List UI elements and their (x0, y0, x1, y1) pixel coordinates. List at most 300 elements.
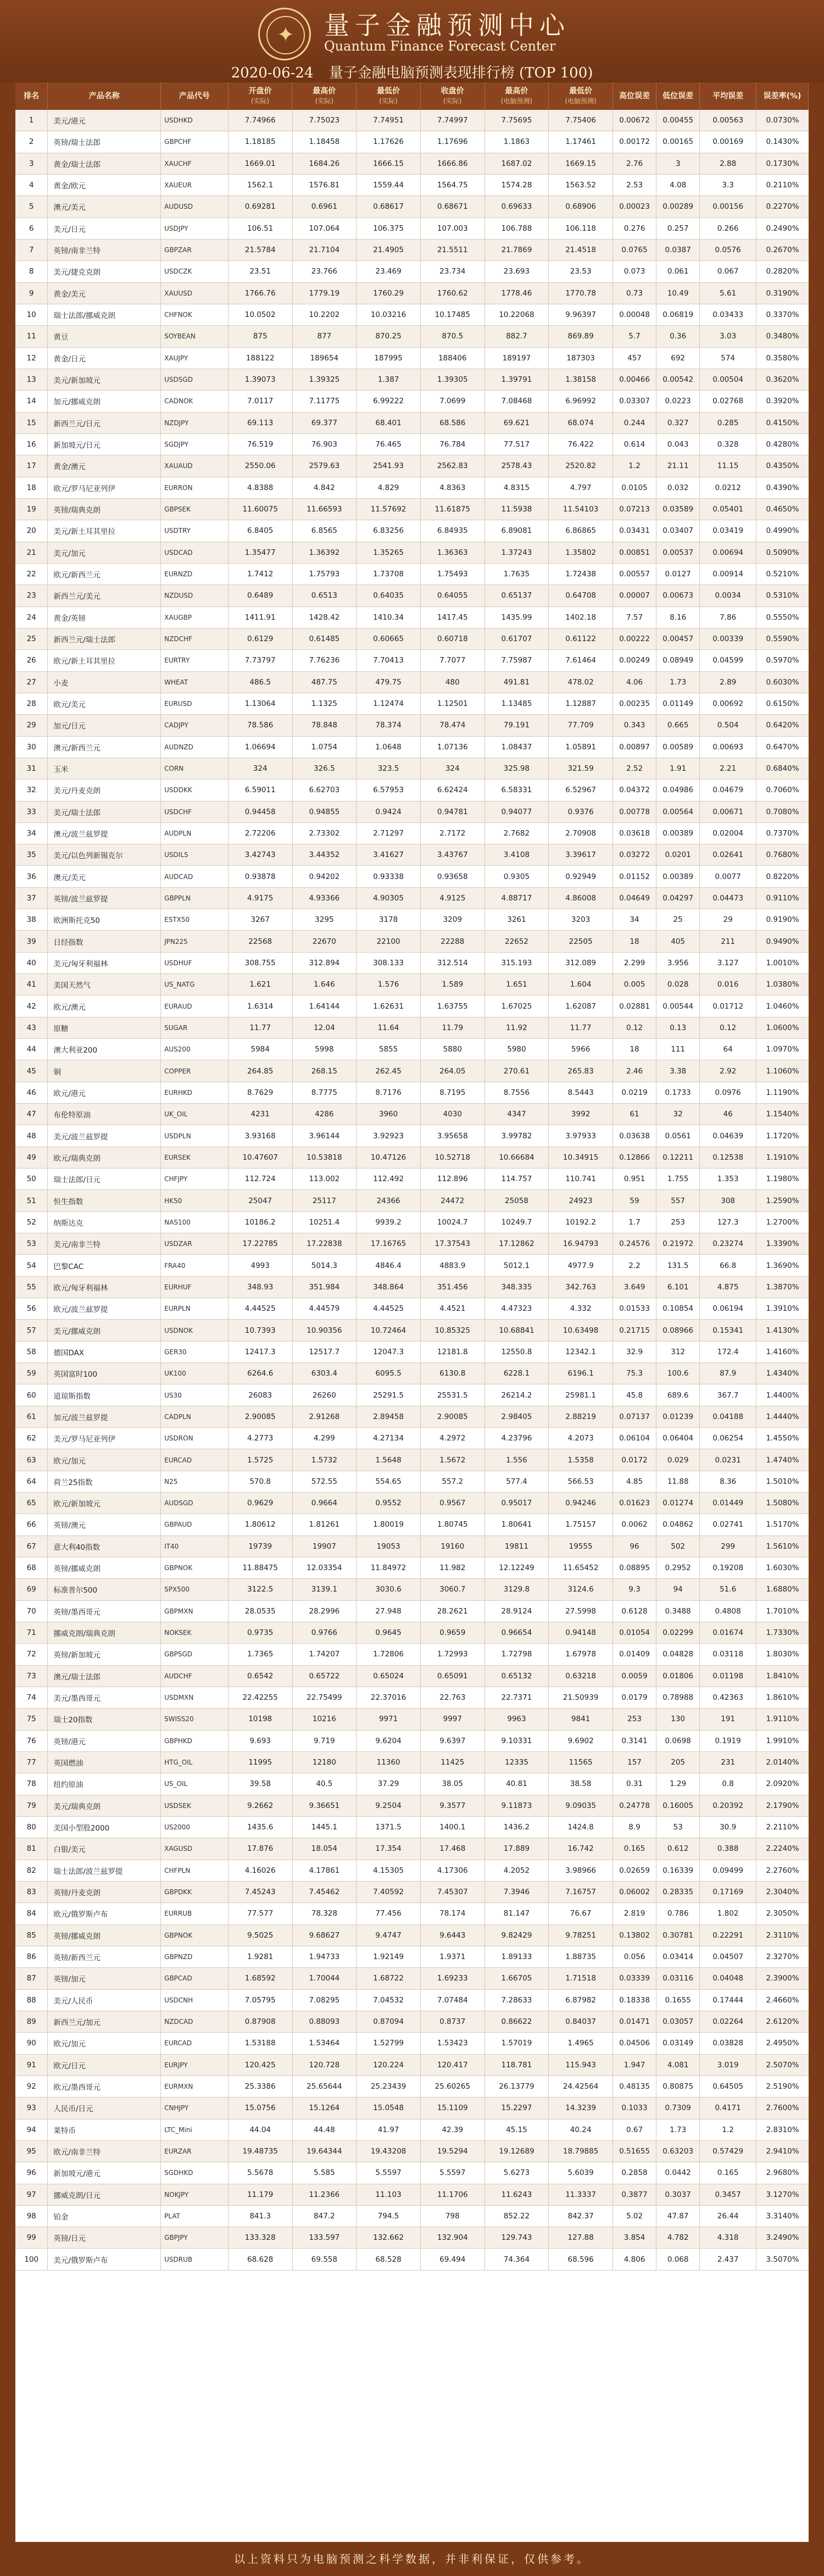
table-row (15, 1536, 809, 1557)
err-pct-cell: 0.0730% (766, 116, 799, 125)
high-cell: 28.2996 (293, 1601, 357, 1622)
avg-err-cell: 0.17444 (700, 1990, 756, 2011)
high-cell: 18.054 (293, 1838, 357, 1859)
low-cell: 7.40592 (357, 1882, 421, 1902)
err-low-cell: 0.04297 (656, 888, 700, 909)
avg-err-cell: 299 (700, 1536, 756, 1557)
fc-high-cell: 74.364 (485, 2249, 549, 2269)
close-cell: 25531.5 (421, 1384, 485, 1405)
fc-high-cell: 1.39791 (485, 369, 549, 390)
table-row (15, 2184, 809, 2206)
close-cell: 132.904 (421, 2227, 485, 2248)
err-high-cell: 61 (613, 1104, 656, 1125)
code-cell: UK100 (161, 1363, 229, 1384)
name-cell: 英镑/南非兰特 (48, 240, 161, 260)
code-cell: US2000 (161, 1817, 229, 1838)
err-high-cell: 0.01623 (613, 1493, 656, 1514)
err-pct-cell: 1.1980% (766, 1175, 799, 1184)
fc-high-cell: 1.37243 (485, 542, 549, 563)
code-cell: EURHUF (161, 1277, 229, 1298)
low-cell: 19.43208 (357, 2141, 421, 2162)
err-low-cell: 1.73 (656, 2119, 700, 2140)
err-low-cell: 0.16339 (656, 1860, 700, 1881)
name-cell: 瑞士法郎/波兰兹罗提 (48, 1860, 161, 1881)
rank-cell: 5 (15, 196, 48, 217)
avg-err-cell: 4.875 (700, 1277, 756, 1298)
rank-cell: 47 (15, 1104, 48, 1125)
close-cell: 1.69233 (421, 1968, 485, 1989)
err-pct-cell: 0.6150% (766, 699, 799, 709)
name-cell: 挪威克朗/日元 (48, 2184, 161, 2205)
err-high-cell: 0.02881 (613, 995, 656, 1016)
fc-high-cell: 1687.02 (485, 153, 549, 174)
err-high-cell: 2.2 (613, 1255, 656, 1276)
err-pct-cell: 1.5610% (766, 1542, 799, 1551)
avg-err-cell: 0.01674 (700, 1622, 756, 1643)
low-cell: 6.99222 (357, 391, 421, 411)
close-cell: 0.94781 (421, 802, 485, 822)
title-cn: 量子金融预测中心 (324, 10, 570, 40)
low-cell: 7.70413 (357, 650, 421, 671)
err-pct-cell: 2.6120% (766, 2017, 799, 2027)
high-cell: 10.90356 (293, 1320, 357, 1340)
low-cell: 1666.15 (357, 153, 421, 174)
avg-err-cell: 0.02641 (700, 844, 756, 865)
table-row (15, 1147, 809, 1169)
close-cell: 1564.75 (421, 175, 485, 196)
code-cell: USDHUF (161, 953, 229, 973)
high-cell: 40.5 (293, 1773, 357, 1794)
err-high-cell: 0.0062 (613, 1514, 656, 1535)
err-high-cell: 0.18338 (613, 1990, 656, 2011)
code-cell: SWISS20 (161, 1709, 229, 1729)
avg-err-cell: 0.03828 (700, 2033, 756, 2054)
err-high-cell: 0.31 (613, 1773, 656, 1794)
err-pct-cell: 2.4950% (766, 2039, 799, 2048)
low-cell: 5855 (357, 1039, 421, 1060)
fc-high-cell: 114.757 (485, 1169, 549, 1189)
code-cell: EURUSD (161, 693, 229, 714)
close-cell: 6.84935 (421, 520, 485, 541)
low-cell: 3.92923 (357, 1125, 421, 1146)
fc-high-cell: 1.80641 (485, 1514, 549, 1535)
rank-cell: 28 (15, 693, 48, 714)
fc-low-cell: 2.88219 (549, 1406, 613, 1427)
low-cell: 19053 (357, 1536, 421, 1557)
table-row (15, 326, 809, 347)
avg-err-cell: 0.02004 (700, 823, 756, 844)
table-row (15, 2162, 809, 2184)
close-cell: 0.68671 (421, 196, 485, 217)
open-cell: 348.93 (229, 1277, 293, 1298)
open-cell: 25047 (229, 1190, 293, 1211)
high-cell: 5998 (293, 1039, 357, 1060)
err-pct-cell: 3.2490% (766, 2233, 799, 2243)
table-row (15, 1363, 809, 1384)
low-cell: 120.224 (357, 2055, 421, 2076)
name-cell: 道琼斯指数 (48, 1384, 161, 1405)
err-high-cell: 0.0765 (613, 240, 656, 260)
close-cell: 42.39 (421, 2119, 485, 2140)
err-high-cell: 0.51655 (613, 2141, 656, 2162)
col-low: 最低价 (实际) (357, 82, 421, 110)
high-cell: 189654 (293, 348, 357, 369)
low-cell: 0.87094 (357, 2011, 421, 2032)
fc-low-cell: 115.943 (549, 2055, 613, 2076)
low-cell: 0.9424 (357, 802, 421, 822)
err-pct-cell: 1.8030% (766, 1650, 799, 1659)
close-cell: 1.17696 (421, 131, 485, 152)
open-cell: 21.5784 (229, 240, 293, 260)
avg-err-cell: 0.05401 (700, 499, 756, 520)
high-cell: 1.74207 (293, 1644, 357, 1665)
fc-high-cell: 77.517 (485, 434, 549, 455)
avg-err-cell: 3.03 (700, 326, 756, 347)
fc-low-cell: 1.67978 (549, 1644, 613, 1665)
avg-err-cell: 0.0231 (700, 1449, 756, 1470)
avg-err-cell: 0.12 (700, 1017, 756, 1038)
code-cell: COPPER (161, 1060, 229, 1081)
err-high-cell: 75.3 (613, 1363, 656, 1384)
open-cell: 1411.91 (229, 607, 293, 628)
rank-cell: 36 (15, 866, 48, 887)
open-cell: 28.0535 (229, 1601, 293, 1622)
err-high-cell: 0.00048 (613, 304, 656, 325)
close-cell: 24472 (421, 1190, 485, 1211)
err-low-cell: 0.78988 (656, 1687, 700, 1708)
close-cell: 2.90085 (421, 1406, 485, 1427)
err-low-cell: 47.87 (656, 2206, 700, 2227)
err-low-cell: 4.08 (656, 175, 700, 196)
avg-err-cell: 4.318 (700, 2227, 756, 2248)
report-title: 量子金融电脑预测表现排行榜 (TOP 100) (329, 65, 593, 81)
high-cell: 4.842 (293, 477, 357, 498)
open-cell: 1435.6 (229, 1817, 293, 1838)
high-cell: 22670 (293, 931, 357, 952)
fc-low-cell: 11.65452 (549, 1557, 613, 1578)
err-low-cell: 1.755 (656, 1169, 700, 1189)
open-cell: 76.519 (229, 434, 293, 455)
err-low-cell: 0.786 (656, 1903, 700, 1924)
avg-err-cell: 0.01449 (700, 1493, 756, 1514)
rank-cell: 1 (15, 110, 48, 131)
err-pct-cell: 2.3900% (766, 1974, 799, 1983)
col-code: 产品代号 (161, 82, 229, 110)
page-header (0, 0, 824, 82)
err-high-cell: 8.9 (613, 1817, 656, 1838)
low-cell: 0.9645 (357, 1622, 421, 1643)
fc-high-cell: 189197 (485, 348, 549, 369)
fc-low-cell: 8.5443 (549, 1082, 613, 1103)
close-cell: 3209 (421, 909, 485, 930)
err-pct-cell: 2.9410% (766, 2147, 799, 2156)
fc-high-cell: 10.68841 (485, 1320, 549, 1340)
close-cell: 112.896 (421, 1169, 485, 1189)
open-cell: 2.72206 (229, 823, 293, 844)
close-cell: 11.61875 (421, 499, 485, 520)
err-pct-cell: 0.5590% (766, 635, 799, 644)
high-cell: 7.45462 (293, 1882, 357, 1902)
low-cell: 1.576 (357, 974, 421, 995)
err-high-cell: 9.3 (613, 1579, 656, 1600)
high-cell: 10.53818 (293, 1147, 357, 1168)
fc-low-cell: 68.596 (549, 2249, 613, 2269)
fc-high-cell: 0.9305 (485, 866, 549, 887)
err-low-cell: 130 (656, 1709, 700, 1729)
err-low-cell: 0.03149 (656, 2033, 700, 2054)
low-cell: 24366 (357, 1190, 421, 1211)
code-cell: GBPSGD (161, 1644, 229, 1665)
table-row (15, 1406, 809, 1428)
err-pct-cell: 1.0970% (766, 1045, 799, 1054)
high-cell: 120.728 (293, 2055, 357, 2076)
close-cell: 19160 (421, 1536, 485, 1557)
table-row (15, 888, 809, 909)
code-cell: CADJPY (161, 715, 229, 736)
close-cell: 0.9567 (421, 1493, 485, 1514)
table-row (15, 196, 809, 218)
fc-high-cell: 4.8315 (485, 477, 549, 498)
err-low-cell: 0.2952 (656, 1557, 700, 1578)
err-high-cell: 0.00023 (613, 196, 656, 217)
name-cell: 美元/挪威克朗 (48, 1320, 161, 1340)
err-pct-cell: 1.5010% (766, 1477, 799, 1486)
open-cell: 120.425 (229, 2055, 293, 2076)
rank-cell: 41 (15, 974, 48, 995)
close-cell: 76.784 (421, 434, 485, 455)
rank-cell: 29 (15, 715, 48, 736)
fc-low-cell: 6.87982 (549, 1990, 613, 2011)
table-row (15, 1773, 809, 1795)
table-row (15, 1860, 809, 1882)
err-low-cell: 0.63203 (656, 2141, 700, 2162)
logo-ring-icon (266, 16, 305, 54)
name-cell: 英镑/加元 (48, 1968, 161, 1989)
err-pct-cell: 1.4400% (766, 1390, 799, 1400)
err-low-cell: 253 (656, 1212, 700, 1233)
fc-low-cell: 0.9376 (549, 802, 613, 822)
err-high-cell: 18 (613, 931, 656, 952)
err-high-cell: 34 (613, 909, 656, 930)
err-low-cell: 0.043 (656, 434, 700, 455)
fc-low-cell: 312.089 (549, 953, 613, 973)
close-cell: 19.5294 (421, 2141, 485, 2162)
err-low-cell: 0.0698 (656, 1731, 700, 1751)
err-pct-cell: 0.2490% (766, 224, 799, 233)
fc-low-cell: 7.75406 (549, 110, 613, 131)
fc-high-cell: 491.81 (485, 672, 549, 693)
rank-cell: 21 (15, 542, 48, 563)
name-cell: 欧元/日元 (48, 2055, 161, 2076)
err-low-cell: 0.00589 (656, 737, 700, 758)
err-low-cell: 0.032 (656, 477, 700, 498)
fc-high-cell: 28.9124 (485, 1601, 549, 1622)
code-cell: IT40 (161, 1536, 229, 1557)
low-cell: 106.375 (357, 218, 421, 239)
high-cell: 7.11775 (293, 391, 357, 411)
fc-high-cell: 21.7869 (485, 240, 549, 260)
rank-cell: 82 (15, 1860, 48, 1881)
low-cell: 1.62631 (357, 995, 421, 1016)
name-cell: 新西兰元/日元 (48, 413, 161, 433)
err-pct-cell: 1.2590% (766, 1196, 799, 1205)
open-cell: 69.113 (229, 413, 293, 433)
close-cell: 1.63755 (421, 995, 485, 1016)
err-low-cell: 25 (656, 909, 700, 930)
fc-high-cell: 4347 (485, 1104, 549, 1125)
col-name: 产品名称 (48, 82, 161, 110)
avg-err-cell: 26.44 (700, 2206, 756, 2227)
code-cell: SGDJPY (161, 434, 229, 455)
close-cell: 4030 (421, 1104, 485, 1125)
name-cell: 欧元/加元 (48, 2033, 161, 2054)
name-cell: 加元/挪威克朗 (48, 391, 161, 411)
err-high-cell: 1.7 (613, 1212, 656, 1233)
rank-cell: 2 (15, 131, 48, 152)
avg-err-cell: 367.7 (700, 1384, 756, 1405)
high-cell: 268.15 (293, 1060, 357, 1081)
name-cell: 英镑/挪威克朗 (48, 1557, 161, 1578)
code-cell: WHEAT (161, 672, 229, 693)
open-cell: 26083 (229, 1384, 293, 1405)
err-pct-cell: 0.1730% (766, 159, 799, 168)
rank-cell: 94 (15, 2119, 48, 2140)
name-cell: 标准普尔500 (48, 1579, 161, 1600)
close-cell: 9.3577 (421, 1795, 485, 1816)
high-cell: 847.2 (293, 2206, 357, 2227)
fc-low-cell: 1.62087 (549, 995, 613, 1016)
rank-cell: 16 (15, 434, 48, 455)
close-cell: 0.64055 (421, 585, 485, 606)
high-cell: 0.6961 (293, 196, 357, 217)
open-cell: 3.93168 (229, 1125, 293, 1146)
name-cell: 黄金/瑞士法郎 (48, 153, 161, 174)
err-pct-cell: 1.6880% (766, 1585, 799, 1594)
rank-cell: 90 (15, 2033, 48, 2054)
high-cell: 1.94733 (293, 1946, 357, 1967)
rank-cell: 99 (15, 2227, 48, 2248)
rank-cell: 60 (15, 1384, 48, 1405)
table-row (15, 1428, 809, 1449)
err-low-cell: 0.7309 (656, 2097, 700, 2118)
code-cell: USDCAD (161, 542, 229, 563)
table-row (15, 995, 809, 1017)
name-cell: 瑞士法郎/挪威克朗 (48, 304, 161, 325)
fc-high-cell: 4.88717 (485, 888, 549, 909)
err-low-cell: 94 (656, 1579, 700, 1600)
rank-cell: 92 (15, 2076, 48, 2097)
rank-cell: 98 (15, 2206, 48, 2227)
err-low-cell: 0.665 (656, 715, 700, 736)
avg-err-cell: 0.06254 (700, 1428, 756, 1449)
high-cell: 6.62703 (293, 780, 357, 800)
table-row (15, 1342, 809, 1363)
avg-err-cell: 0.04048 (700, 1968, 756, 1989)
err-pct-cell: 2.2110% (766, 1823, 799, 1832)
low-cell: 8.7176 (357, 1082, 421, 1103)
err-pct-cell: 0.3190% (766, 288, 799, 298)
avg-err-cell: 5.61 (700, 283, 756, 304)
err-high-cell: 0.00235 (613, 693, 656, 714)
close-cell: 23.734 (421, 261, 485, 282)
code-cell: GBPZAR (161, 240, 229, 260)
code-cell: ESTX50 (161, 909, 229, 930)
high-cell: 7.08295 (293, 1990, 357, 2011)
name-cell: 玉米 (48, 758, 161, 779)
fc-high-cell: 1.66705 (485, 1968, 549, 1989)
err-low-cell: 11.88 (656, 1471, 700, 1492)
close-cell: 1760.62 (421, 283, 485, 304)
low-cell: 22.37016 (357, 1687, 421, 1708)
err-low-cell: 0.257 (656, 218, 700, 239)
open-cell: 4.2773 (229, 1428, 293, 1449)
title-en: Quantum Finance Forecast Center (324, 38, 556, 54)
open-cell: 7.0117 (229, 391, 293, 411)
close-cell: 0.65091 (421, 1666, 485, 1687)
err-pct-cell: 1.0600% (766, 1023, 799, 1032)
code-cell: CHFJPY (161, 1169, 229, 1189)
open-cell: 19.48735 (229, 2141, 293, 2162)
open-cell: 4.44525 (229, 1298, 293, 1319)
name-cell: 原糖 (48, 1017, 161, 1038)
close-cell: 9.6443 (421, 1925, 485, 1946)
high-cell: 0.94855 (293, 802, 357, 822)
open-cell: 1766.76 (229, 283, 293, 304)
rank-cell: 69 (15, 1579, 48, 1600)
fc-low-cell: 27.5998 (549, 1601, 613, 1622)
high-cell: 1576.81 (293, 175, 357, 196)
err-low-cell: 0.06404 (656, 1428, 700, 1449)
code-cell: US_NATG (161, 974, 229, 995)
err-high-cell: 0.00007 (613, 585, 656, 606)
col-avg-err: 平均误差 (700, 82, 756, 110)
err-pct-cell: 2.8310% (766, 2125, 799, 2134)
close-cell: 10.52718 (421, 1147, 485, 1168)
err-low-cell: 0.327 (656, 413, 700, 433)
name-cell: 人民币/日元 (48, 2097, 161, 2118)
err-high-cell: 0.07137 (613, 1406, 656, 1427)
err-high-cell: 0.0059 (613, 1666, 656, 1687)
code-cell: USDDKK (161, 780, 229, 800)
err-pct-cell: 1.1910% (766, 1153, 799, 1162)
err-pct-cell: 1.5080% (766, 1499, 799, 1508)
name-cell: 英镑/丹麦克朗 (48, 1882, 161, 1902)
err-high-cell: 0.08895 (613, 1557, 656, 1578)
low-cell: 2.89458 (357, 1406, 421, 1427)
err-low-cell: 557 (656, 1190, 700, 1211)
err-high-cell: 0.00851 (613, 542, 656, 563)
err-high-cell: 0.00778 (613, 802, 656, 822)
table-row (15, 1017, 809, 1039)
err-low-cell: 0.00455 (656, 110, 700, 131)
err-high-cell: 0.24778 (613, 1795, 656, 1816)
fc-low-cell: 9.78251 (549, 1925, 613, 1946)
name-cell: 德国DAX (48, 1342, 161, 1362)
fc-high-cell: 2.98405 (485, 1406, 549, 1427)
table-row (15, 1493, 809, 1514)
open-cell: 7.05795 (229, 1990, 293, 2011)
name-cell: 黄金/英镑 (48, 607, 161, 628)
rank-cell: 66 (15, 1514, 48, 1535)
name-cell: 欧元/墨西哥元 (48, 2076, 161, 2097)
err-low-cell: 4.081 (656, 2055, 700, 2076)
high-cell: 0.9664 (293, 1493, 357, 1514)
code-cell: GBPNOK (161, 1557, 229, 1578)
rank-cell: 25 (15, 628, 48, 649)
avg-err-cell: 0.067 (700, 261, 756, 282)
avg-err-cell: 0.0034 (700, 585, 756, 606)
avg-err-cell: 46 (700, 1104, 756, 1125)
